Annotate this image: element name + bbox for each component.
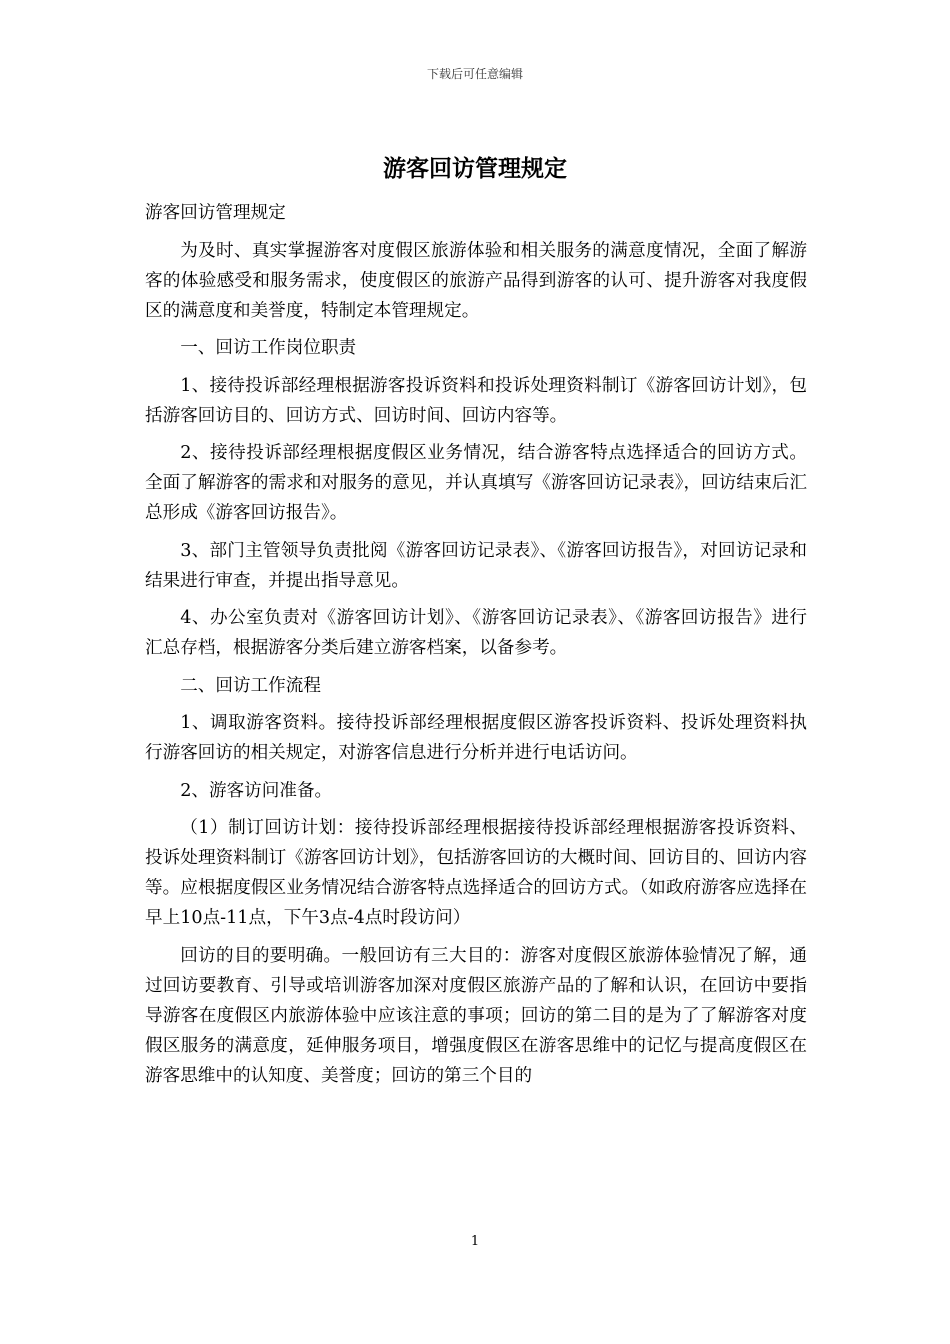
body-paragraph: 1、调取游客资料。接待投诉部经理根据度假区游客投诉资料、投诉处理资料执行游客回访的相关规定，对游客信息进行分析并进行电话访问。 [145, 713, 807, 763]
section-heading-1: 一、回访工作岗位职责 [180, 338, 357, 358]
document-title: 游客回访管理规定 [383, 155, 567, 182]
subtitle-paragraph: 游客回访管理规定 [145, 203, 286, 223]
document-body [145, 198, 807, 1098]
body-paragraph: 1、接待投诉部经理根据游客投诉资料和投诉处理资料制订《游客回访计划》，包括游客回访目的、回访方式、回访时间、回访内容等。 [145, 375, 807, 426]
section-heading-2: 二、回访工作流程 [180, 675, 321, 696]
page-number: 1 [470, 1234, 480, 1249]
body-paragraph: 回访的目的要明确。一般回访有三大目的：游客对度假区旅游体验情况了解，通过回访要教育、引导或培训游客加深对度假区旅游产品的了解和认识，在回访中要指导游客在度假区内旅游体验中应该注意的事项；回访的第二目的是为了了解游客对度假区服务的满意度，延伸服务项目，增强度假区在游客思维中的记忆与提高度假区在游客思维中的认知度、美誉度；回访的第三个目的 [145, 945, 807, 1086]
body-paragraph: 2、接待投诉部经理根据度假区业务情况，结合游客特点选择适合的回访方式。全面了解游客的需求和对服务的意见，并认真填写《游客回访记录表》，回访结束后汇总形成《游客回访报告》。 [145, 443, 807, 523]
body-paragraph: 4、办公室负责对《游客回访计划》、《游客回访记录表》、《游客回访报告》进行汇总存档，根据游客分类后建立游客档案，以备参考。 [145, 608, 807, 658]
body-paragraph: 3、部门主管领导负责批阅《游客回访记录表》、《游客回访报告》，对回访记录和结果进行审查，并提出指导意见。 [145, 540, 807, 591]
intro-paragraph: 为及时、真实掌握游客对度假区旅游体验和相关服务的满意度情况，全面了解游客的体验感受和服务需求，使度假区的旅游产品得到游客的认可、提升游客对我度假区的满意度和美誉度，特制定本管理规定。 [145, 240, 807, 321]
page-header: 下载后可任意编辑 [426, 67, 523, 81]
body-paragraph: （1）制订回访计划：接待投诉部经理根据接待投诉部经理根据游客投诉资料、投诉处理资料制订《游客回访计划》，包括游客回访的大概时间、回访目的、回访内容等。应根据度假区业务情况结合游客特点选择适合的回访方式。（如政府游客应选择在早上10点-11点，下午3点-4点时段访问） [145, 818, 807, 928]
body-paragraph: 2、游客访问准备。 [180, 780, 333, 801]
